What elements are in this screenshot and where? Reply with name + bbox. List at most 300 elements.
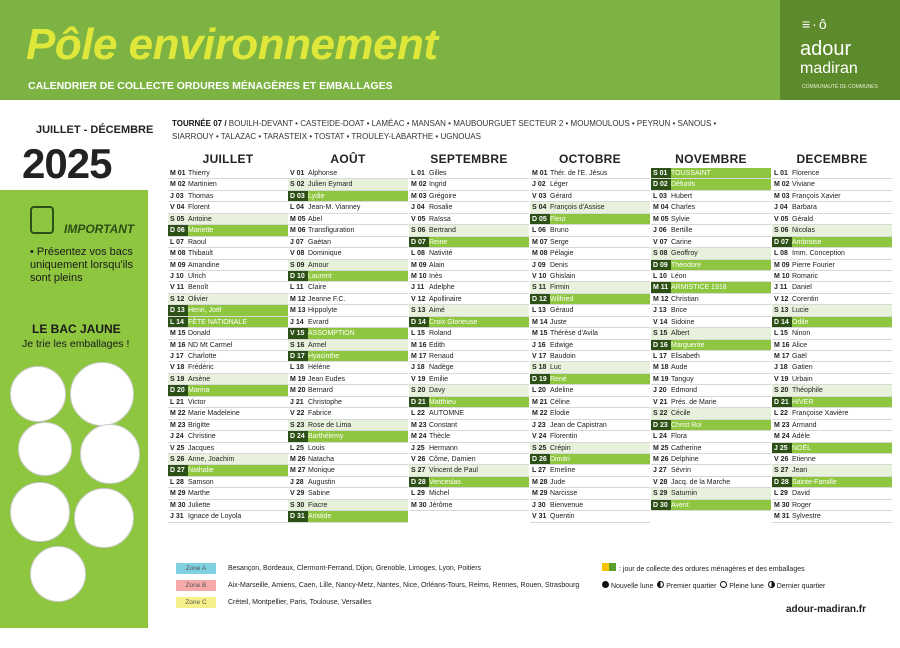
day-saint: Charles bbox=[671, 204, 696, 212]
month-name: JUILLET bbox=[202, 152, 254, 166]
day-date: M 22 bbox=[532, 410, 548, 418]
day-date: S 22 bbox=[653, 410, 668, 418]
day-row bbox=[409, 420, 529, 431]
day-row bbox=[772, 385, 892, 396]
day-date: V 07 bbox=[653, 238, 668, 246]
day-saint: Juliette bbox=[188, 501, 211, 509]
day-saint: Narcisse bbox=[550, 490, 578, 498]
day-date: S 13 bbox=[774, 307, 789, 315]
day-row bbox=[772, 225, 892, 236]
day-row bbox=[409, 282, 529, 293]
day-saint: Thibault bbox=[188, 250, 213, 258]
day-row bbox=[288, 294, 408, 305]
day-row bbox=[651, 351, 771, 362]
day-row bbox=[288, 443, 408, 454]
day-row bbox=[651, 237, 771, 248]
day-row bbox=[409, 317, 529, 328]
day-date: S 18 bbox=[532, 364, 547, 372]
day-row bbox=[168, 248, 288, 259]
day-row bbox=[168, 225, 288, 236]
day-row bbox=[530, 488, 650, 499]
day-row bbox=[288, 511, 408, 522]
day-row bbox=[530, 305, 650, 316]
day-saint: Firmin bbox=[550, 284, 570, 292]
day-saint: Hélène bbox=[308, 364, 331, 372]
day-row bbox=[409, 305, 529, 316]
day-row bbox=[530, 408, 650, 419]
day-date: M 08 bbox=[532, 250, 548, 258]
day-saint: Sévrin bbox=[671, 467, 691, 475]
day-saint: Corentin bbox=[792, 295, 819, 303]
day-row bbox=[288, 317, 408, 328]
important-title: IMPORTANT bbox=[64, 222, 135, 236]
day-saint: Louis bbox=[308, 444, 325, 452]
day-date: V 29 bbox=[290, 490, 305, 498]
day-saint: Elisabeth bbox=[671, 353, 700, 360]
header-banner bbox=[0, 0, 900, 100]
day-saint: Olivier bbox=[188, 295, 208, 303]
day-date: J 18 bbox=[411, 364, 425, 372]
day-row bbox=[651, 202, 771, 213]
day-date: J 30 bbox=[532, 501, 546, 509]
day-saint: Florent bbox=[188, 204, 210, 212]
day-row bbox=[409, 465, 529, 476]
month-name: OCTOBRE bbox=[559, 152, 621, 166]
day-row bbox=[168, 237, 288, 248]
day-date: M 14 bbox=[532, 318, 548, 326]
day-row bbox=[409, 271, 529, 282]
day-date: M 23 bbox=[411, 421, 427, 429]
day-saint: Marina bbox=[188, 387, 210, 395]
day-date: J 24 bbox=[170, 433, 184, 441]
day-date: S 27 bbox=[774, 467, 789, 475]
important-text: • Présentez vos bacs uniquement lorsqu'ils sont pleins bbox=[30, 246, 133, 284]
day-row bbox=[772, 328, 892, 339]
day-saint: Ulrich bbox=[188, 272, 206, 280]
day-date: S 26 bbox=[170, 455, 185, 463]
day-saint: Emeline bbox=[550, 467, 576, 475]
day-date: M 30 bbox=[774, 501, 790, 509]
day-date: M 25 bbox=[653, 444, 669, 452]
day-saint: TOUSSAINT bbox=[671, 170, 711, 177]
day-row bbox=[168, 260, 288, 271]
day-date: M 22 bbox=[170, 410, 186, 418]
day-date: J 03 bbox=[170, 192, 184, 200]
day-saint: Emilie bbox=[429, 375, 449, 383]
day-row bbox=[168, 271, 288, 282]
day-date: M 29 bbox=[532, 490, 548, 498]
day-date: L 22 bbox=[774, 410, 788, 418]
day-saint: Christ Roi bbox=[671, 421, 702, 429]
day-date: D 20 bbox=[168, 385, 188, 396]
tournee-info bbox=[172, 117, 732, 143]
month-column bbox=[651, 152, 771, 511]
day-row bbox=[772, 237, 892, 248]
day-row bbox=[168, 454, 288, 465]
month-column bbox=[409, 152, 529, 511]
zone-a-badge: Zone A bbox=[176, 563, 216, 574]
day-row bbox=[409, 260, 529, 271]
day-saint: ARMISTICE 1918 bbox=[671, 284, 727, 292]
day-saint: Alain bbox=[429, 261, 445, 269]
day-date: S 13 bbox=[411, 307, 426, 315]
day-saint: Barbara bbox=[792, 204, 817, 212]
day-row bbox=[168, 511, 288, 522]
logo bbox=[780, 0, 900, 100]
day-saint: FÊTE NATIONALE bbox=[188, 318, 247, 326]
day-date: S 08 bbox=[653, 250, 668, 258]
day-row bbox=[772, 305, 892, 316]
day-saint: Jean-M. Vianney bbox=[308, 204, 361, 212]
day-saint: David bbox=[792, 490, 810, 498]
day-row bbox=[168, 191, 288, 202]
day-date: M 28 bbox=[532, 478, 548, 486]
day-saint: Frédéric bbox=[188, 364, 214, 372]
day-row bbox=[288, 214, 408, 225]
day-row bbox=[651, 431, 771, 442]
day-saint: Christophe bbox=[308, 398, 342, 406]
day-row bbox=[288, 271, 408, 282]
day-date: M 11 bbox=[651, 282, 671, 293]
day-saint: Augustin bbox=[308, 478, 336, 486]
website-link[interactable]: adour-madiran.fr bbox=[786, 604, 867, 615]
day-row bbox=[772, 488, 892, 499]
day-row bbox=[288, 282, 408, 293]
day-date: L 22 bbox=[411, 410, 425, 418]
day-saint: Renaud bbox=[429, 353, 454, 360]
day-row bbox=[530, 328, 650, 339]
day-date: M 26 bbox=[290, 455, 306, 463]
day-row bbox=[409, 351, 529, 362]
day-saint: Thierry bbox=[188, 170, 210, 177]
day-date: D 21 bbox=[772, 397, 792, 408]
day-row bbox=[530, 202, 650, 213]
day-row bbox=[530, 340, 650, 351]
day-row bbox=[168, 351, 288, 362]
day-saint: Gérard bbox=[550, 192, 572, 200]
day-row bbox=[409, 294, 529, 305]
full-moon-icon bbox=[720, 581, 727, 588]
day-row bbox=[772, 168, 892, 179]
day-saint: Lucie bbox=[792, 307, 809, 315]
day-row bbox=[530, 351, 650, 362]
day-saint: Géraud bbox=[550, 307, 574, 315]
day-row bbox=[288, 305, 408, 316]
day-date: L 14 bbox=[168, 317, 188, 328]
day-row bbox=[772, 282, 892, 293]
day-saint: Jérôme bbox=[429, 501, 453, 509]
day-row bbox=[168, 282, 288, 293]
day-row bbox=[530, 511, 650, 522]
day-saint: Amandine bbox=[188, 261, 220, 269]
day-saint: Florentin bbox=[550, 433, 578, 441]
zone-a-text: Besançon, Bordeaux, Clermont-Ferrand, Dijon, Grenoble, Limoges, Lyon, Poitiers bbox=[228, 565, 482, 572]
day-date: D 16 bbox=[651, 340, 671, 351]
day-row bbox=[772, 271, 892, 282]
day-saint: Wilfried bbox=[550, 295, 574, 303]
day-date: J 04 bbox=[411, 204, 425, 212]
day-row bbox=[409, 202, 529, 213]
day-row bbox=[530, 191, 650, 202]
day-saint: Marie Madeleine bbox=[188, 410, 240, 418]
day-date: V 26 bbox=[411, 455, 426, 463]
day-row bbox=[168, 443, 288, 454]
day-row bbox=[651, 214, 771, 225]
day-date: L 25 bbox=[290, 444, 304, 452]
day-date: L 28 bbox=[170, 478, 184, 486]
day-date: D 09 bbox=[651, 260, 671, 271]
day-date: L 18 bbox=[290, 364, 304, 372]
zone-c-text: Créteil, Montpellier, Paris, Toulouse, Versailles bbox=[228, 599, 372, 606]
month-name: SEPTEMBRE bbox=[430, 152, 508, 166]
day-date: L 01 bbox=[774, 170, 788, 177]
day-row bbox=[288, 454, 408, 465]
day-saint: Sainte-Famille bbox=[792, 478, 837, 486]
day-saint: Benoît bbox=[188, 284, 209, 292]
day-row bbox=[651, 225, 771, 236]
day-date: M 01 bbox=[532, 170, 548, 177]
day-saint: Evrard bbox=[308, 318, 329, 326]
day-row bbox=[409, 488, 529, 499]
day-saint: Brice bbox=[671, 307, 687, 315]
day-date: V 26 bbox=[774, 455, 789, 463]
logo-line1: adour bbox=[800, 38, 852, 60]
day-row bbox=[651, 385, 771, 396]
day-date: M 26 bbox=[653, 455, 669, 463]
day-date: S 15 bbox=[653, 330, 668, 338]
day-row bbox=[288, 202, 408, 213]
day-date: J 20 bbox=[653, 387, 667, 395]
day-saint: Rosalie bbox=[429, 204, 453, 212]
day-row bbox=[409, 500, 529, 511]
day-row bbox=[772, 420, 892, 431]
day-date: M 03 bbox=[774, 192, 790, 200]
day-row bbox=[409, 385, 529, 396]
day-date: V 08 bbox=[290, 250, 305, 258]
day-row bbox=[409, 328, 529, 339]
zone-b-badge: Zone B bbox=[176, 580, 216, 591]
day-date: V 22 bbox=[290, 410, 305, 418]
day-date: J 18 bbox=[774, 364, 788, 372]
day-saint: Céline bbox=[550, 398, 570, 406]
day-row bbox=[772, 408, 892, 419]
day-date: D 12 bbox=[530, 294, 550, 305]
day-saint: Transfiguration bbox=[308, 227, 355, 235]
day-row bbox=[651, 397, 771, 408]
day-saint: Edwige bbox=[550, 341, 573, 349]
day-row bbox=[530, 443, 650, 454]
day-date: V 11 bbox=[170, 284, 185, 292]
day-row bbox=[651, 305, 771, 316]
day-row bbox=[651, 500, 771, 511]
day-date: M 01 bbox=[170, 170, 186, 177]
day-date: L 04 bbox=[290, 204, 304, 212]
day-row bbox=[530, 168, 650, 179]
day-saint: Adeline bbox=[550, 387, 574, 395]
day-saint: Ghislain bbox=[550, 272, 576, 280]
day-row bbox=[772, 431, 892, 442]
day-row bbox=[288, 260, 408, 271]
day-saint: Reine bbox=[429, 238, 448, 246]
day-row bbox=[409, 454, 529, 465]
day-row bbox=[772, 294, 892, 305]
day-saint: Delphine bbox=[671, 455, 699, 463]
day-date: M 15 bbox=[170, 330, 186, 338]
day-row bbox=[651, 328, 771, 339]
day-date: M 24 bbox=[411, 433, 427, 441]
day-date: L 07 bbox=[170, 238, 184, 246]
day-row bbox=[288, 431, 408, 442]
day-date: J 25 bbox=[411, 444, 425, 452]
day-row bbox=[772, 500, 892, 511]
day-saint: ND Mt Carmel bbox=[188, 341, 233, 349]
day-saint: Dominique bbox=[308, 250, 342, 258]
day-saint: Christine bbox=[188, 433, 216, 441]
day-saint: Antoine bbox=[188, 215, 212, 223]
day-row bbox=[530, 362, 650, 373]
day-date: M 12 bbox=[653, 295, 669, 303]
day-row bbox=[409, 408, 529, 419]
day-date: M 16 bbox=[411, 341, 427, 349]
day-row bbox=[772, 317, 892, 328]
day-row bbox=[409, 179, 529, 190]
day-row bbox=[651, 477, 771, 488]
day-saint: Jean Eudes bbox=[308, 375, 345, 383]
day-row bbox=[651, 420, 771, 431]
day-saint: Baudoin bbox=[550, 353, 576, 360]
day-date: D 17 bbox=[288, 351, 308, 362]
day-date: J 21 bbox=[290, 398, 304, 406]
day-date: J 09 bbox=[532, 261, 546, 269]
day-date: D 06 bbox=[168, 225, 188, 236]
day-saint: Léger bbox=[550, 181, 568, 189]
day-saint: ASSOMPTION bbox=[308, 330, 355, 338]
day-date: V 25 bbox=[170, 444, 185, 452]
day-saint: Anne, Joachim bbox=[188, 455, 235, 463]
day-date: J 28 bbox=[290, 478, 304, 486]
day-saint: Luc bbox=[550, 364, 562, 372]
day-saint: Davy bbox=[429, 387, 445, 395]
day-row bbox=[288, 408, 408, 419]
day-row bbox=[288, 237, 408, 248]
day-row bbox=[651, 488, 771, 499]
day-date: S 27 bbox=[411, 467, 426, 475]
day-saint: Monique bbox=[308, 467, 335, 475]
day-saint: Michel bbox=[429, 490, 450, 498]
day-row bbox=[530, 454, 650, 465]
day-date: S 09 bbox=[290, 261, 305, 269]
day-row bbox=[772, 511, 892, 522]
day-date: D 07 bbox=[772, 237, 792, 248]
page-title: Pôle environnement bbox=[26, 20, 438, 69]
day-date: D 30 bbox=[651, 500, 671, 511]
day-saint: Crépin bbox=[550, 444, 571, 452]
day-saint: Sidoine bbox=[671, 318, 695, 326]
day-saint: Saturnin bbox=[671, 490, 698, 498]
day-date: L 15 bbox=[774, 330, 788, 338]
day-date: V 15 bbox=[288, 328, 308, 339]
recycling-illustration bbox=[10, 362, 144, 602]
day-date: J 10 bbox=[170, 272, 184, 280]
day-date: M 10 bbox=[774, 272, 790, 280]
day-saint: Venceslas bbox=[429, 478, 461, 486]
day-row bbox=[772, 465, 892, 476]
day-date: M 16 bbox=[774, 341, 790, 349]
day-saint: Ambroise bbox=[792, 238, 822, 246]
day-saint: Carine bbox=[671, 238, 692, 246]
day-row bbox=[288, 225, 408, 236]
day-date: M 30 bbox=[170, 501, 186, 509]
day-date: M 19 bbox=[290, 375, 306, 383]
day-saint: Fiacre bbox=[308, 501, 328, 509]
day-row bbox=[651, 340, 771, 351]
day-date: V 01 bbox=[290, 170, 305, 177]
bin-icon bbox=[30, 206, 54, 234]
day-row bbox=[651, 317, 771, 328]
new-moon-icon bbox=[602, 581, 609, 588]
day-date: V 03 bbox=[532, 192, 547, 200]
day-saint: Ingrid bbox=[429, 181, 447, 189]
first-quarter-icon bbox=[657, 581, 664, 588]
day-row bbox=[168, 317, 288, 328]
day-row bbox=[168, 202, 288, 213]
day-row bbox=[530, 374, 650, 385]
day-saint: Bernard bbox=[308, 387, 333, 395]
day-saint: Hyacinthe bbox=[308, 353, 340, 360]
day-date: S 25 bbox=[532, 444, 547, 452]
day-date: J 16 bbox=[532, 341, 546, 349]
day-row bbox=[168, 294, 288, 305]
day-saint: Hubert bbox=[671, 192, 693, 200]
day-saint: Thomas bbox=[188, 192, 214, 200]
day-saint: Urbain bbox=[792, 375, 813, 383]
day-row bbox=[288, 500, 408, 511]
day-row bbox=[772, 362, 892, 373]
day-saint: Gérald bbox=[792, 215, 814, 223]
day-date: L 17 bbox=[653, 353, 667, 360]
day-saint: Vincent de Paul bbox=[429, 467, 478, 475]
day-saint: Roger bbox=[792, 501, 812, 509]
day-date: D 24 bbox=[288, 431, 308, 442]
day-saint: HIVER bbox=[792, 398, 814, 406]
day-row bbox=[168, 500, 288, 511]
day-saint: Arsène bbox=[188, 375, 211, 383]
day-row bbox=[772, 248, 892, 259]
day-date: J 13 bbox=[653, 307, 667, 315]
day-row bbox=[288, 477, 408, 488]
day-saint: Odile bbox=[792, 318, 809, 326]
day-saint: Nathalie bbox=[188, 467, 214, 475]
day-date: V 12 bbox=[411, 295, 426, 303]
day-saint: AUTOMNE bbox=[429, 410, 464, 418]
day-saint: Nativité bbox=[429, 250, 453, 258]
day-saint: Alice bbox=[792, 341, 808, 349]
day-saint: Aude bbox=[671, 364, 688, 372]
day-saint: Imm. Conception bbox=[792, 250, 845, 258]
bac-text: Je trie les emballages ! bbox=[22, 338, 130, 350]
day-date: L 15 bbox=[411, 330, 425, 338]
day-saint: Tanguy bbox=[671, 375, 694, 383]
day-date: M 15 bbox=[532, 330, 548, 338]
day-saint: Adelphe bbox=[429, 284, 455, 292]
day-row bbox=[530, 260, 650, 271]
day-saint: Léon bbox=[671, 272, 687, 280]
day-date: M 23 bbox=[774, 421, 790, 429]
day-row bbox=[409, 225, 529, 236]
day-row bbox=[651, 465, 771, 476]
day-date: V 05 bbox=[774, 215, 789, 223]
day-date: S 16 bbox=[290, 341, 305, 349]
